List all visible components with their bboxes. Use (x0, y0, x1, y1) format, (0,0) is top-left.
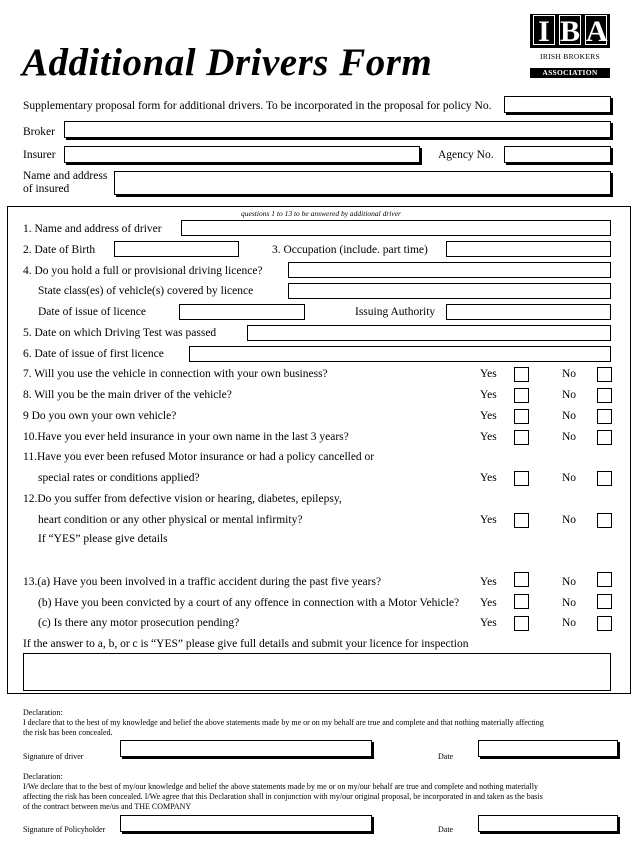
q8-no-checkbox[interactable] (597, 388, 612, 403)
policyholder-signature-label: Signature of Policyholder (23, 825, 106, 834)
policyholder-date-field[interactable] (478, 815, 618, 832)
agency-no-field[interactable] (504, 146, 611, 163)
q10-no-checkbox[interactable] (597, 430, 612, 445)
q12-no-label: No (562, 514, 577, 526)
driver-date-label: Date (438, 752, 454, 761)
q8-label: 8. Will you be the main driver of the vehicle? (23, 389, 232, 401)
logo-letter-a: A (586, 15, 608, 48)
q11-label-1: 11.Have you ever been refused Motor insurance or had a policy cancelled or (23, 451, 375, 463)
driving-test-date-field[interactable] (247, 325, 611, 341)
declaration-2-line-3: of the contract between me/us and THE COMPANY (23, 802, 192, 811)
broker-label: Broker (23, 126, 55, 138)
accident-details-field[interactable] (23, 653, 611, 691)
policyholder-signature-field[interactable] (120, 815, 372, 832)
q13b-no-checkbox[interactable] (597, 594, 612, 609)
q8-no-label: No (562, 389, 577, 401)
policy-no-field[interactable] (504, 96, 611, 113)
q7-no-checkbox[interactable] (597, 367, 612, 382)
q12-label-2: heart condition or any other physical or mental infirmity? (38, 514, 303, 526)
q3-label: 3. Occupation (include. part time) (272, 244, 428, 256)
iba-logo (530, 14, 610, 76)
name-address-label-1: Name and address (23, 170, 108, 182)
issuing-authority-field[interactable] (446, 304, 611, 320)
q13-details-label: If the answer to a, b, or c is “YES” please give full details and submit your licence for inspection (23, 638, 469, 650)
vehicle-class-field[interactable] (288, 283, 611, 299)
q10-no-label: No (562, 431, 577, 443)
q10-yes-label: Yes (480, 431, 497, 443)
q11-yes-label: Yes (480, 472, 497, 484)
q9-no-label: No (562, 410, 577, 422)
q11-yes-checkbox[interactable] (514, 471, 529, 486)
issuing-authority-label: Issuing Authority (355, 306, 436, 318)
q9-label: 9 Do you own your own vehicle? (23, 410, 177, 422)
logo-block (530, 14, 610, 48)
agency-no-label: Agency No. (438, 149, 494, 161)
q13c-yes-checkbox[interactable] (514, 616, 529, 631)
q9-yes-checkbox[interactable] (514, 409, 529, 424)
declaration-1-line-1: I declare that to the best of my knowledge and belief the above statements made by me or on my behalf are true and complete and that nothing materially affecting (23, 718, 544, 727)
q12-details-label: If “YES” please give details (38, 533, 168, 545)
q12-yes-checkbox[interactable] (514, 513, 529, 528)
declaration-1-line-2: the risk has been concealed. (23, 728, 113, 737)
broker-field[interactable] (64, 121, 611, 138)
q9-yes-label: Yes (480, 410, 497, 422)
q12-label-1: 12.Do you suffer from defective vision or hearing, diabetes, epilepsy, (23, 493, 342, 505)
q12-no-checkbox[interactable] (597, 513, 612, 528)
q13b-label: (b) Have you been convicted by a court of any offence in connection with a Motor Vehicle? (38, 597, 460, 609)
declaration-1-heading: Declaration: (23, 708, 63, 717)
q5-label: 5. Date on which Driving Test was passed (23, 327, 217, 339)
date-of-birth-field[interactable] (114, 241, 239, 257)
insurer-field[interactable] (64, 146, 420, 163)
q7-yes-label: Yes (480, 368, 497, 380)
policyholder-date-label: Date (438, 825, 454, 834)
q11-no-checkbox[interactable] (597, 471, 612, 486)
first-licence-date-field[interactable] (189, 346, 611, 362)
insurer-label: Insurer (23, 149, 56, 161)
q1-label: 1. Name and address of driver (23, 223, 162, 235)
name-address-label-2: of insured (23, 183, 70, 195)
logo-line-2: ASSOCIATION (530, 68, 610, 78)
driver-signature-field[interactable] (120, 740, 372, 757)
q13a-no-checkbox[interactable] (597, 572, 612, 587)
occupation-field[interactable] (446, 241, 611, 257)
declaration-2-line-1: I/We declare that to the best of my/our knowledge and belief the above statements made by me or on my/our behalf are true and complete and nothing materially (23, 782, 538, 791)
q13b-no-label: No (562, 597, 577, 609)
driver-signature-label: Signature of driver (23, 752, 84, 761)
q11-label-2: special rates or conditions applied? (38, 472, 200, 484)
q10-yes-checkbox[interactable] (514, 430, 529, 445)
q13c-label: (c) Is there any motor prosecution pending? (38, 617, 240, 629)
q13a-yes-label: Yes (480, 576, 497, 588)
declaration-2-line-2: affecting the risk has been concealed. I/We agree that this Declaration shall in conjunction with my/our original proposal, be incorporated in and taken as the basis (23, 792, 543, 801)
q7-yes-checkbox[interactable] (514, 367, 529, 382)
q13a-no-label: No (562, 576, 577, 588)
insured-name-address-field[interactable] (114, 171, 611, 195)
q8-yes-label: Yes (480, 389, 497, 401)
q12-yes-label: Yes (480, 514, 497, 526)
questions-note: questions 1 to 13 to be answered by additional driver (241, 209, 401, 218)
q11-no-label: No (562, 472, 577, 484)
licence-issue-date-field[interactable] (179, 304, 305, 320)
q13a-label: 13.(a) Have you been involved in a traffic accident during the past five years? (23, 576, 382, 588)
driver-date-field[interactable] (478, 740, 618, 757)
q13a-yes-checkbox[interactable] (514, 572, 529, 587)
q4-date-label: Date of issue of licence (38, 306, 146, 318)
form-title: Additional Drivers Form (22, 41, 433, 84)
q7-label: 7. Will you use the vehicle in connection with your own business? (23, 368, 328, 380)
supplementary-label: Supplementary proposal form for additional drivers. To be incorporated in the proposal for policy No. (23, 100, 492, 112)
logo-letter-i: I (533, 15, 555, 45)
q9-no-checkbox[interactable] (597, 409, 612, 424)
q13b-yes-label: Yes (480, 597, 497, 609)
logo-letter-b: B (560, 15, 581, 48)
q7-no-label: No (562, 368, 577, 380)
q13b-yes-checkbox[interactable] (514, 594, 529, 609)
q10-label: 10.Have you ever held insurance in your own name in the last 3 years? (23, 431, 349, 443)
driver-name-address-field[interactable] (181, 220, 611, 236)
q4-class-label: State class(es) of vehicle(s) covered by licence (38, 285, 254, 297)
q4-label: 4. Do you hold a full or provisional driving licence? (23, 265, 263, 277)
declaration-2-heading: Declaration: (23, 772, 63, 781)
q6-label: 6. Date of issue of first licence (23, 348, 164, 360)
q13c-no-label: No (562, 617, 577, 629)
q13c-yes-label: Yes (480, 617, 497, 629)
q13c-no-checkbox[interactable] (597, 616, 612, 631)
q2-label: 2. Date of Birth (23, 244, 96, 256)
logo-line-1: IRISH BROKERS (540, 52, 600, 61)
licence-type-field[interactable] (288, 262, 611, 278)
q8-yes-checkbox[interactable] (514, 388, 529, 403)
